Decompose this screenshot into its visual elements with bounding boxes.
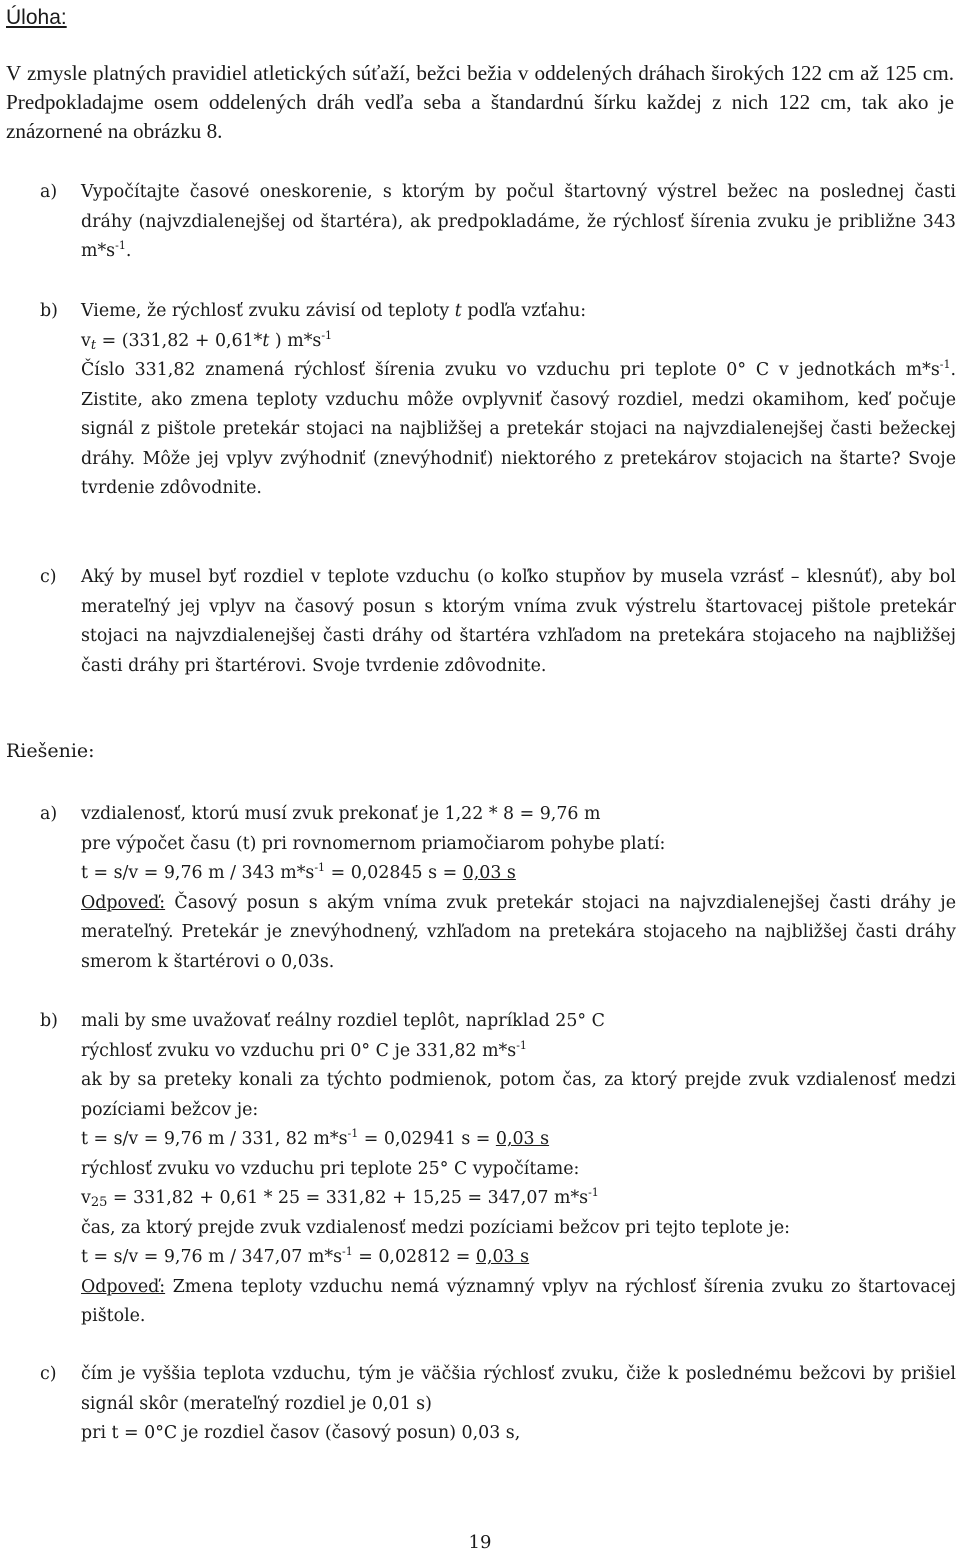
solution-a-line1: vzdialenosť, ktorú musí zvuk prekonať je 1,22 * 8 = 9,76 m: [81, 804, 601, 824]
task-heading: Úloha:: [6, 6, 67, 29]
solution-b-line5: rýchlosť zvuku vo vzduchu pri teplote 25° C vypočítame:: [81, 1158, 580, 1179]
task-a-text: Vypočítajte časové oneskorenie, s ktorým by počul štartovný výstrel bežec na poslednej časti dráhy (najvzdialenejšej od štartéra), ak predpokladáme, že rýchlosť šírenia zvuku je približne 343 $m*s^{-1}$.: [81, 182, 956, 261]
solution-b-line6: $v_{25} = 331,82 + 0,61 * 25 = 331,82 + 15,25 = 347,07$ $m*s^{-1}$: [81, 1186, 599, 1210]
solution-c-line2: pri t = 0°C je rozdiel časov (časový posun) 0,03 s,: [81, 1423, 521, 1443]
task-c-text: Aký by musel byť rozdiel v teplote vzduchu (o koľko stupňov by musela vzrásť – klesnúť), aby bol merateľný jej vplyv na časový posun s ktorým vníma zvuk výstrelu štartovacej pištole pretekár stojaci na najvzdialenejšej časti dráhy od štartéra vzhľadom na pretekára stojaceho na najbližšej časti dráhy pri štartérovi. Svoje tvrdenie zdôvodnite.: [81, 567, 956, 676]
solution-a-marker: a): [40, 804, 58, 824]
task-b-paragraph: Číslo 331,82 znamená rýchlosť šírenia zvuku vo vzduchu pri teplote 0° C v jednotkách $m*s^{-1}$. Zistite, ako zmena teploty vzduchu môže ovplyvniť časový rozdiel, medzi okamihom, keď počuje signál z pištole pretekár stojaci na najbližšej a pretekár stojaci na najvzdialenejšej časti bežeckej dráhy. Môže jej vplyv zvýhodniť (znevýhodniť) niektorého z pretekárov stojacich na štarte? Svoje tvrdenie zdôvodnite.: [81, 358, 956, 498]
task-b-marker: b): [40, 301, 58, 321]
task-c-marker: c): [40, 567, 57, 587]
solution-c: [40, 1360, 956, 1449]
solution-b-line4: t = s/v = 9,76 m / 331, 82 $m*s^{-1} = 0,02941$ s = 0,03 s: [81, 1127, 550, 1149]
solution-b-answer: Odpoveď: Zmena teploty vzduchu nemá významný vplyv na rýchlosť šírenia zvuku zo štartovacej pištole.: [81, 1276, 956, 1326]
task-a: [40, 178, 956, 267]
solution-a: [40, 800, 956, 977]
solution-b-line7: čas, za ktorý prejde zvuk vzdialenosť medzi pozíciami bežcov pri tejto teplote je:: [81, 1217, 791, 1238]
intro-paragraph: V zmysle platných pravidiel atletických súťaží, bežci bežia v oddelených dráhach širokých 122 cm až 125 cm. Predpokladajme osem oddelených dráh vedľa seba a štandardnú šírku každej z nich 122 cm, tak ako je znázornené na obrázku 8.: [6, 61, 954, 143]
solution-a-line3: t = s/v = 9,76 m / 343 $m*s^{-1} = 0,02845$ s = 0,03 s: [81, 861, 516, 883]
solution-b-line2: rýchlosť zvuku vo vzduchu pri 0° C je 331,82 $m*s^{-1}$: [81, 1038, 527, 1061]
task-b: [40, 297, 956, 504]
task-b-line1: Vieme, že rýchlosť zvuku závisí od teploty t podľa vzťahu:: [81, 301, 587, 321]
solution-a-result: 0,03 s: [462, 863, 516, 883]
solution-b-line1: mali by sme uvažovať reálny rozdiel teplôt, napríklad 25° C: [81, 1011, 605, 1031]
task-b-text: [81, 297, 956, 504]
solution-a-answer: Odpoveď: Časový posun s akým vníma zvuk pretekár stojaci na najvzdialenejšej časti dráhy je merateľný. Pretekár je znevýhodnený, vzhľadom na pretekára stojaceho na najbližšej časti dráhy smerom k štartérovi o 0,03s.: [81, 892, 956, 972]
solution-a-line2: pre výpočet času (t) pri rovnomernom priamočiarom pohybe platí:: [81, 833, 666, 854]
task-c: [40, 563, 956, 681]
solution-heading: Riešenie:: [6, 740, 95, 762]
solution-c-text: čím je vyššia teplota vzduchu, tým je väčšia rýchlosť zvuku, čiže k poslednému bežcovi by prišiel signál skôr (merateľný rozdiel je 0,01 s): [81, 1364, 956, 1414]
solution-b-line8: t = s/v = 9,76 m / 347,07 $m*s^{-1} = 0,02812 = 0,03$ s: [81, 1245, 530, 1267]
task-a-marker: a): [40, 182, 58, 202]
solution-b-line3: ak by sa preteky konali za týchto podmienok, potom čas, za ktorý prejde zvuk vzdialenosť medzi pozíciami bežcov je:: [81, 1070, 956, 1120]
solution-b-marker: b): [40, 1011, 58, 1031]
solution-c-marker: c): [40, 1364, 57, 1384]
page-number: 19: [468, 1532, 492, 1553]
task-b-formula: $v_t = (331,82 + 0,61*t$ ) $m*s^{-1}$: [81, 328, 333, 353]
solution-b: [40, 1007, 956, 1332]
